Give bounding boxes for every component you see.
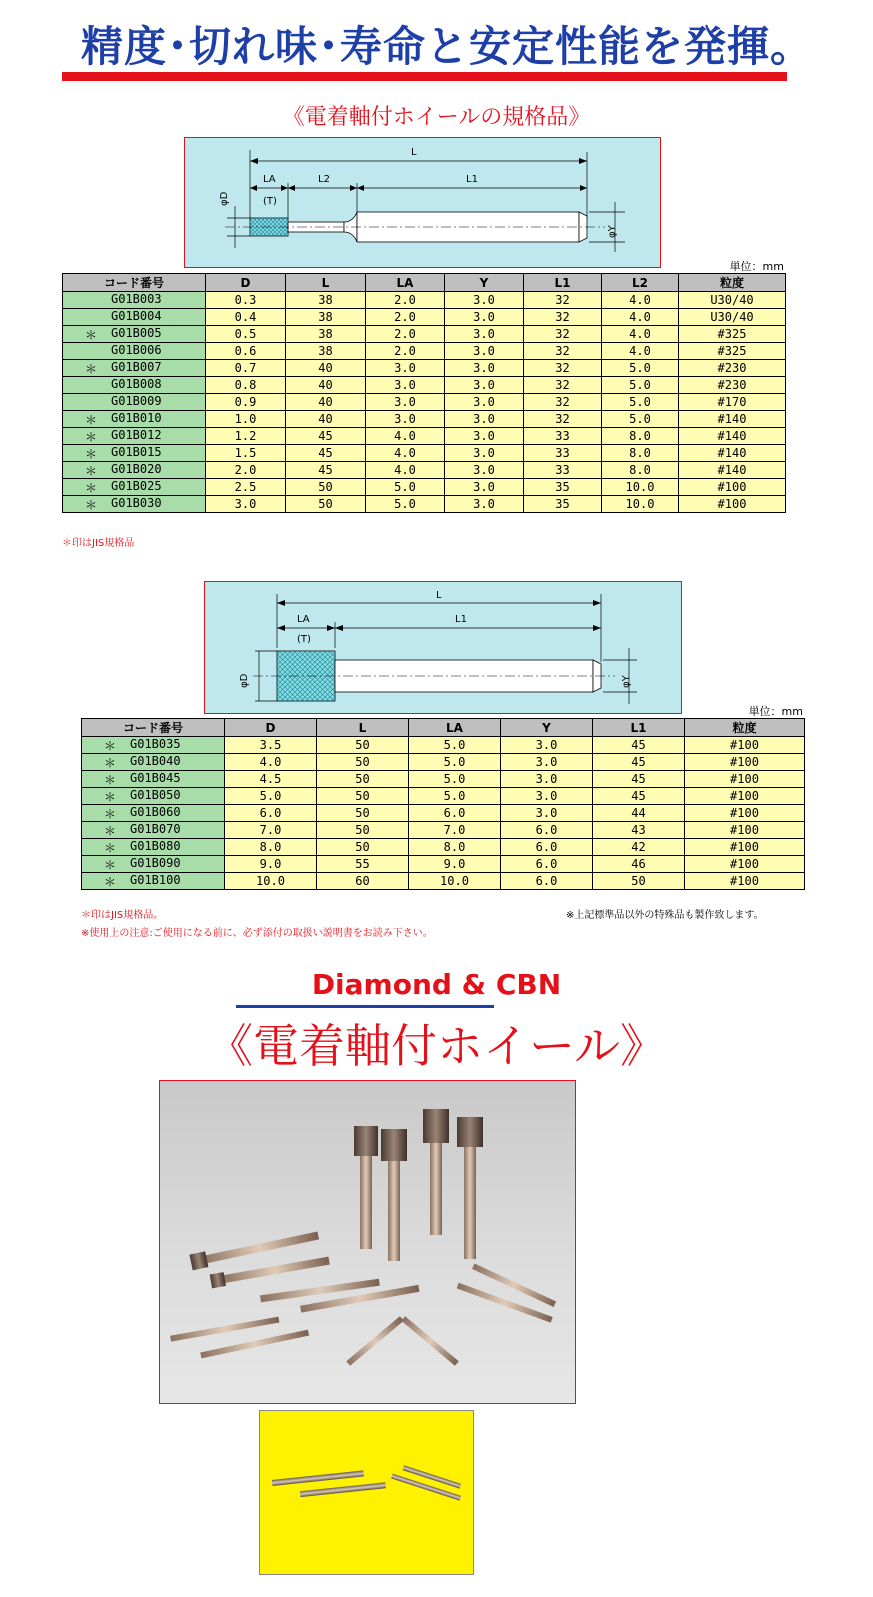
table-cell: 45 bbox=[593, 737, 685, 754]
table-row bbox=[63, 309, 786, 326]
column-header: 粒度 bbox=[679, 274, 786, 292]
table-cell: 3.0 bbox=[445, 292, 524, 309]
table-cell: 50 bbox=[317, 771, 409, 788]
table-cell: 2.0 bbox=[366, 309, 445, 326]
table-cell: #100 bbox=[685, 805, 805, 822]
table-cell: #100 bbox=[685, 856, 805, 873]
table-row bbox=[82, 771, 805, 788]
product-photo bbox=[159, 1080, 576, 1404]
product-code-cell bbox=[63, 496, 206, 513]
table-cell: 0.4 bbox=[206, 309, 286, 326]
product-code: G01B020 bbox=[111, 462, 162, 476]
table-cell: 3.0 bbox=[366, 377, 445, 394]
jis-mark: ＊ bbox=[104, 875, 117, 889]
column-header: Y bbox=[445, 274, 524, 292]
product-code: G01B045 bbox=[130, 771, 181, 785]
table-cell: 3.0 bbox=[366, 394, 445, 411]
jis-mark: ＊ bbox=[85, 362, 98, 376]
product-code-cell bbox=[63, 377, 206, 394]
table-cell: 38 bbox=[286, 326, 366, 343]
table-cell: 50 bbox=[593, 873, 685, 890]
product-code: G01B008 bbox=[111, 377, 162, 391]
dim-label-T: (T) bbox=[263, 196, 277, 207]
product-code-cell bbox=[63, 292, 206, 309]
table-cell: 33 bbox=[524, 445, 602, 462]
table-row bbox=[63, 496, 786, 513]
tool-diagram-2 bbox=[204, 581, 682, 714]
product-code: G01B040 bbox=[130, 754, 181, 768]
jis-mark: ＊ bbox=[104, 841, 117, 855]
table-cell: 10.0 bbox=[602, 496, 679, 513]
table-cell: 3.0 bbox=[445, 411, 524, 428]
table-cell: 8.0 bbox=[225, 839, 317, 856]
table-cell: 10.0 bbox=[409, 873, 501, 890]
table-cell: 35 bbox=[524, 496, 602, 513]
table-cell: 5.0 bbox=[602, 411, 679, 428]
table-row bbox=[63, 360, 786, 377]
product-code: G01B060 bbox=[130, 805, 181, 819]
table-cell: 0.8 bbox=[206, 377, 286, 394]
product-title: 《電着軸付ホイール》 bbox=[206, 1019, 667, 1073]
table-cell: 50 bbox=[317, 788, 409, 805]
table-row bbox=[82, 737, 805, 754]
table-cell: 2.0 bbox=[366, 326, 445, 343]
table-cell: 32 bbox=[524, 394, 602, 411]
jis-mark: ＊ bbox=[85, 430, 98, 444]
table-cell: 9.0 bbox=[225, 856, 317, 873]
table-cell: U30/40 bbox=[679, 292, 786, 309]
jis-mark: ＊ bbox=[104, 824, 117, 838]
table-cell: #230 bbox=[679, 377, 786, 394]
table-cell: 45 bbox=[286, 462, 366, 479]
table-cell: 3.0 bbox=[445, 428, 524, 445]
table-cell: 3.0 bbox=[445, 445, 524, 462]
column-header: D bbox=[225, 719, 317, 737]
column-header: L2 bbox=[602, 274, 679, 292]
table-cell: 4.0 bbox=[366, 445, 445, 462]
table-cell: #100 bbox=[679, 496, 786, 513]
column-header: LA bbox=[366, 274, 445, 292]
column-header: L bbox=[286, 274, 366, 292]
table-row bbox=[82, 788, 805, 805]
table-row bbox=[82, 822, 805, 839]
unit-label-2: 単位：mm bbox=[748, 705, 803, 718]
table-cell: 1.5 bbox=[206, 445, 286, 462]
jis-mark: ＊ bbox=[85, 481, 98, 495]
table-cell: 50 bbox=[317, 754, 409, 771]
table-cell: 0.5 bbox=[206, 326, 286, 343]
column-header: L bbox=[317, 719, 409, 737]
table-cell: 45 bbox=[286, 428, 366, 445]
table-cell: 8.0 bbox=[602, 428, 679, 445]
table-row bbox=[63, 479, 786, 496]
table-cell: 42 bbox=[593, 839, 685, 856]
table-cell: 40 bbox=[286, 394, 366, 411]
section-subtitle: 《電着軸付ホイールの規格品》 bbox=[282, 105, 591, 130]
table-cell: U30/40 bbox=[679, 309, 786, 326]
table-row bbox=[82, 856, 805, 873]
table-cell: 45 bbox=[286, 445, 366, 462]
table-cell: 32 bbox=[524, 411, 602, 428]
table-cell: 2.5 bbox=[206, 479, 286, 496]
table-cell: 6.0 bbox=[225, 805, 317, 822]
table-cell: 45 bbox=[593, 788, 685, 805]
table-cell: 3.0 bbox=[366, 411, 445, 428]
column-header: コード番号 bbox=[82, 719, 225, 737]
product-code-cell bbox=[63, 360, 206, 377]
product-code: G01B070 bbox=[130, 822, 181, 836]
product-photo-detail bbox=[259, 1410, 474, 1575]
table-cell: 3.0 bbox=[445, 343, 524, 360]
jis-mark: ＊ bbox=[104, 756, 117, 770]
table-cell: 5.0 bbox=[409, 754, 501, 771]
table-cell: 8.0 bbox=[602, 462, 679, 479]
table-cell: 6.0 bbox=[501, 856, 593, 873]
dim-label-Y: φY bbox=[621, 675, 632, 688]
table-cell: 38 bbox=[286, 343, 366, 360]
table-cell: 3.0 bbox=[445, 326, 524, 343]
table-cell: 3.0 bbox=[445, 496, 524, 513]
table-cell: 3.0 bbox=[501, 737, 593, 754]
product-code: G01B035 bbox=[130, 737, 181, 751]
product-code-cell bbox=[82, 822, 225, 839]
table-row bbox=[63, 343, 786, 360]
table-cell: 40 bbox=[286, 360, 366, 377]
table-cell: 50 bbox=[286, 479, 366, 496]
table-cell: 3.0 bbox=[445, 309, 524, 326]
table-row bbox=[63, 428, 786, 445]
product-code: G01B025 bbox=[111, 479, 162, 493]
table-cell: 1.2 bbox=[206, 428, 286, 445]
table-cell: 2.0 bbox=[366, 343, 445, 360]
column-header: D bbox=[206, 274, 286, 292]
product-code: G01B100 bbox=[130, 873, 181, 887]
table-cell: 3.0 bbox=[445, 462, 524, 479]
table-row bbox=[63, 326, 786, 343]
table-cell: 3.0 bbox=[501, 805, 593, 822]
table-cell: 3.0 bbox=[445, 377, 524, 394]
table-header-row bbox=[82, 719, 805, 737]
table-cell: 3.0 bbox=[445, 479, 524, 496]
table-cell: 4.0 bbox=[366, 428, 445, 445]
table-cell: 7.0 bbox=[409, 822, 501, 839]
product-code-cell bbox=[82, 737, 225, 754]
table-row bbox=[63, 411, 786, 428]
table-cell: 1.0 bbox=[206, 411, 286, 428]
table-cell: 50 bbox=[286, 496, 366, 513]
table-cell: 3.0 bbox=[501, 788, 593, 805]
table-cell: 38 bbox=[286, 292, 366, 309]
product-code-cell bbox=[82, 873, 225, 890]
table-cell: #100 bbox=[685, 737, 805, 754]
table-cell: #140 bbox=[679, 428, 786, 445]
table-row bbox=[63, 377, 786, 394]
table-cell: 55 bbox=[317, 856, 409, 873]
table-row bbox=[82, 839, 805, 856]
product-code: G01B090 bbox=[130, 856, 181, 870]
column-header: L1 bbox=[524, 274, 602, 292]
table-cell: 45 bbox=[593, 754, 685, 771]
spec-table-1 bbox=[62, 273, 786, 513]
jis-note-2: ＊印はJIS規格品。 bbox=[81, 910, 164, 921]
dim-label-L: L bbox=[411, 147, 417, 158]
table-cell: 33 bbox=[524, 428, 602, 445]
table-cell: 2.0 bbox=[206, 462, 286, 479]
table-cell: 0.3 bbox=[206, 292, 286, 309]
headline-underline bbox=[62, 72, 787, 81]
special-order-note bbox=[566, 906, 764, 921]
table-cell: 9.0 bbox=[409, 856, 501, 873]
table-cell: 4.0 bbox=[602, 326, 679, 343]
column-header: LA bbox=[409, 719, 501, 737]
product-code-cell bbox=[82, 771, 225, 788]
jis-mark: ＊ bbox=[104, 773, 117, 787]
column-header: コード番号 bbox=[63, 274, 206, 292]
product-tag-underline bbox=[236, 1005, 494, 1008]
table-cell: #325 bbox=[679, 326, 786, 343]
table-cell: 32 bbox=[524, 292, 602, 309]
table-cell: #140 bbox=[679, 411, 786, 428]
product-code: G01B010 bbox=[111, 411, 162, 425]
table-cell: 3.0 bbox=[206, 496, 286, 513]
unit-label-1: 単位：mm bbox=[729, 260, 784, 273]
dim-label-D: φD bbox=[239, 673, 250, 688]
dim-label-LA: LA bbox=[297, 614, 310, 625]
column-header: 粒度 bbox=[685, 719, 805, 737]
jis-mark: ＊ bbox=[85, 328, 98, 342]
product-code: G01B006 bbox=[111, 343, 162, 357]
table-cell: 8.0 bbox=[602, 445, 679, 462]
dim-label-T: (T) bbox=[297, 634, 311, 645]
table-cell: #100 bbox=[685, 822, 805, 839]
table-cell: 5.0 bbox=[409, 771, 501, 788]
table-cell: #100 bbox=[685, 873, 805, 890]
table-cell: 5.0 bbox=[409, 737, 501, 754]
table-cell: #140 bbox=[679, 462, 786, 479]
table-cell: 7.0 bbox=[225, 822, 317, 839]
table-row bbox=[63, 394, 786, 411]
table-cell: 38 bbox=[286, 309, 366, 326]
spec-table-2 bbox=[81, 718, 805, 890]
table-cell: 4.0 bbox=[602, 292, 679, 309]
product-code-cell bbox=[63, 462, 206, 479]
table-cell: #100 bbox=[685, 839, 805, 856]
table-cell: 32 bbox=[524, 360, 602, 377]
product-code-cell bbox=[82, 754, 225, 771]
jis-mark: ＊ bbox=[85, 498, 98, 512]
table-cell: 3.0 bbox=[445, 360, 524, 377]
table-cell: 4.0 bbox=[602, 343, 679, 360]
product-code: G01B030 bbox=[111, 496, 162, 510]
product-code-cell bbox=[63, 309, 206, 326]
table-cell: 5.0 bbox=[366, 496, 445, 513]
table-cell: 45 bbox=[593, 771, 685, 788]
table-cell: 4.0 bbox=[366, 462, 445, 479]
table-cell: 43 bbox=[593, 822, 685, 839]
table-cell: 32 bbox=[524, 309, 602, 326]
table-row bbox=[63, 292, 786, 309]
dim-label-LA: LA bbox=[263, 174, 276, 185]
table-cell: 3.0 bbox=[501, 754, 593, 771]
dim-label-D: φD bbox=[219, 191, 230, 206]
table-cell: 8.0 bbox=[409, 839, 501, 856]
table-cell: 5.0 bbox=[409, 788, 501, 805]
jis-note-1: ＊印はJIS規格品 bbox=[62, 538, 135, 549]
table-cell: #100 bbox=[685, 771, 805, 788]
product-tag: Diamond & CBN bbox=[311, 968, 562, 1001]
table-cell: 6.0 bbox=[501, 873, 593, 890]
table-cell: 2.0 bbox=[366, 292, 445, 309]
product-code-cell bbox=[63, 479, 206, 496]
product-code: G01B050 bbox=[130, 788, 181, 802]
table-cell: #100 bbox=[685, 754, 805, 771]
dim-label-L2: L2 bbox=[318, 174, 330, 185]
product-code-cell bbox=[82, 856, 225, 873]
table-cell: 10.0 bbox=[602, 479, 679, 496]
table-cell: 5.0 bbox=[602, 394, 679, 411]
product-code: G01B004 bbox=[111, 309, 162, 323]
product-code-cell bbox=[63, 343, 206, 360]
table-cell: 4.5 bbox=[225, 771, 317, 788]
table-cell: 44 bbox=[593, 805, 685, 822]
tool-diagram-1 bbox=[184, 137, 661, 268]
table-cell: 50 bbox=[317, 822, 409, 839]
table-cell: 10.0 bbox=[225, 873, 317, 890]
product-code-cell bbox=[63, 326, 206, 343]
table-cell: 60 bbox=[317, 873, 409, 890]
table-cell: 5.0 bbox=[366, 479, 445, 496]
jis-mark: ＊ bbox=[85, 447, 98, 461]
table-row bbox=[82, 805, 805, 822]
table-cell: 35 bbox=[524, 479, 602, 496]
product-code-cell bbox=[82, 805, 225, 822]
table-cell: #230 bbox=[679, 360, 786, 377]
table-cell: 6.0 bbox=[501, 822, 593, 839]
dim-label-L: L bbox=[436, 590, 442, 601]
column-header: L1 bbox=[593, 719, 685, 737]
table-cell: 40 bbox=[286, 411, 366, 428]
product-code: G01B009 bbox=[111, 394, 162, 408]
dim-label-L1: L1 bbox=[455, 614, 467, 625]
table-cell: #325 bbox=[679, 343, 786, 360]
table-cell: 5.0 bbox=[602, 377, 679, 394]
table-cell: 32 bbox=[524, 343, 602, 360]
table-cell: 6.0 bbox=[409, 805, 501, 822]
jis-mark: ＊ bbox=[85, 464, 98, 478]
table-row bbox=[63, 462, 786, 479]
dim-label-L1: L1 bbox=[466, 174, 478, 185]
table-cell: 3.0 bbox=[445, 394, 524, 411]
table-cell: 50 bbox=[317, 839, 409, 856]
product-code-cell bbox=[82, 839, 225, 856]
table-cell: 50 bbox=[317, 805, 409, 822]
table-cell: #170 bbox=[679, 394, 786, 411]
dim-label-Y: φY bbox=[607, 225, 618, 238]
jis-mark: ＊ bbox=[104, 858, 117, 872]
table-cell: 33 bbox=[524, 462, 602, 479]
product-code-cell bbox=[82, 788, 225, 805]
table-cell: 32 bbox=[524, 377, 602, 394]
product-code: G01B080 bbox=[130, 839, 181, 853]
product-code-cell bbox=[63, 411, 206, 428]
product-code: G01B005 bbox=[111, 326, 162, 340]
table-cell: #100 bbox=[685, 788, 805, 805]
table-row bbox=[82, 754, 805, 771]
table-cell: 46 bbox=[593, 856, 685, 873]
jis-mark: ＊ bbox=[104, 790, 117, 804]
jis-mark: ＊ bbox=[104, 739, 117, 753]
table-cell: 40 bbox=[286, 377, 366, 394]
table-row bbox=[63, 445, 786, 462]
table-cell: 3.0 bbox=[501, 771, 593, 788]
product-code: G01B003 bbox=[111, 292, 162, 306]
table-row bbox=[82, 873, 805, 890]
table-cell: 0.6 bbox=[206, 343, 286, 360]
table-cell: #140 bbox=[679, 445, 786, 462]
table-cell: 4.0 bbox=[225, 754, 317, 771]
table-cell: #100 bbox=[679, 479, 786, 496]
table-cell: 5.0 bbox=[225, 788, 317, 805]
caution-note: ※使用上の注意:ご使用になる前に、必ず添付の取扱い説明書をお読み下さい。 bbox=[81, 928, 433, 939]
product-code: G01B015 bbox=[111, 445, 162, 459]
table-cell: 50 bbox=[317, 737, 409, 754]
page-headline: 精度･切れ味･寿命と安定性能を発揮｡ bbox=[80, 22, 792, 71]
table-cell: 3.0 bbox=[366, 360, 445, 377]
jis-mark: ＊ bbox=[85, 413, 98, 427]
table-cell: 4.0 bbox=[602, 309, 679, 326]
table-cell: 0.9 bbox=[206, 394, 286, 411]
table-cell: 3.5 bbox=[225, 737, 317, 754]
table-cell: 5.0 bbox=[602, 360, 679, 377]
table-cell: 6.0 bbox=[501, 839, 593, 856]
table-cell: 0.7 bbox=[206, 360, 286, 377]
product-code-cell bbox=[63, 394, 206, 411]
product-code: G01B012 bbox=[111, 428, 162, 442]
table-header-row bbox=[63, 274, 786, 292]
table-cell: 32 bbox=[524, 326, 602, 343]
product-code-cell bbox=[63, 445, 206, 462]
column-header: Y bbox=[501, 719, 593, 737]
special-order-text: ※上記標準品以外の特殊品も製作致します。 bbox=[566, 910, 764, 921]
product-code-cell bbox=[63, 428, 206, 445]
product-code: G01B007 bbox=[111, 360, 162, 374]
jis-mark: ＊ bbox=[104, 807, 117, 821]
